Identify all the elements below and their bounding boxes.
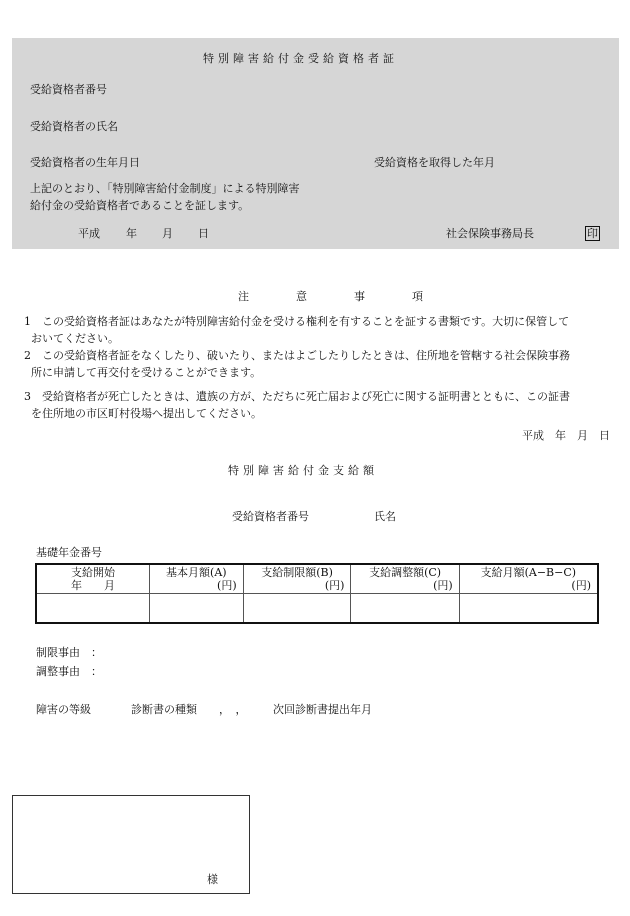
column-unit: (円)	[324, 579, 345, 592]
restriction-reason: 制限事由 ：	[36, 646, 102, 659]
table-cell	[351, 594, 459, 624]
notes-date: 平成 年 月 日	[522, 429, 610, 442]
next-diagnosis: 次回診断書提出年月	[273, 703, 372, 716]
note-text: この受給資格者証をなくしたり、破いたり、またはよごしたりしたときは、住所地を管轄する社会保険事務	[42, 349, 570, 362]
column-header: 支給調整額(C)	[369, 566, 442, 579]
date-day: 日	[198, 227, 209, 240]
column-header: 支給制限額(B)	[261, 566, 333, 579]
column-unit: (円)	[571, 579, 591, 592]
column-unit: (円)	[217, 579, 237, 592]
note-number: 2	[24, 349, 31, 362]
table-header-row	[36, 564, 598, 594]
note-text: 受給資格者が死亡したときは、遺族の方が、ただちに死亡届および死亡に関する証明書とともに、この証書	[42, 390, 570, 403]
payment-title: 特別障害給付金支給額	[228, 464, 378, 477]
issuer: 社会保険事務局長	[446, 227, 534, 240]
birth-label: 受給資格者の生年月日	[30, 156, 140, 169]
disability-grade: 障害の等級	[36, 703, 91, 716]
payment-number-label: 受給資格者番号	[232, 510, 309, 523]
date-month: 月	[162, 227, 173, 240]
table-cell	[459, 594, 598, 624]
statement-line: 給付金の受給資格者であることを証します。	[30, 199, 250, 212]
pension-number-label: 基礎年金番号	[36, 546, 102, 559]
number-label: 受給資格者番号	[30, 83, 107, 96]
name-label: 受給資格者の氏名	[30, 120, 118, 133]
statement-line: 上記のとおり、「特別障害給付金制度」による特別障害	[30, 182, 300, 195]
column-unit: 年 月	[71, 579, 115, 592]
column-header: 基本月額(A)	[166, 566, 227, 579]
certificate-panel	[12, 38, 619, 249]
note-text: おいてください。	[31, 332, 119, 345]
note-number: 1	[24, 315, 31, 328]
note-text: 所に申請して再交付を受けることができます。	[31, 366, 262, 379]
honorific: 様	[207, 873, 218, 886]
note-text: この受給資格者証はあなたが特別障害給付金を受ける権利を有することを証する書類です。大切に保管して	[42, 315, 570, 328]
table-cell	[36, 594, 150, 624]
payment-name-label: 氏名	[374, 510, 396, 523]
column-header: 支給開始	[71, 566, 115, 579]
adjustment-reason: 調整事由 ：	[36, 665, 102, 678]
seal-mark: 印	[587, 227, 598, 240]
note-text: を住所地の市区町村役場へ提出してください。	[31, 407, 262, 420]
certificate-title: 特別障害給付金受給資格者証	[203, 52, 398, 65]
table-cell	[243, 594, 351, 624]
table-row	[36, 594, 598, 624]
note-number: 3	[24, 390, 31, 403]
payment-table	[35, 563, 599, 624]
acquired-label: 受給資格を取得した年月	[374, 156, 495, 169]
column-unit: (円)	[433, 579, 453, 592]
date-year: 年	[126, 227, 137, 240]
column-header: 支給月額(A−B−C)	[480, 566, 577, 579]
date-era: 平成	[78, 227, 100, 240]
table-cell	[150, 594, 244, 624]
notes-title: 注 意 事 項	[238, 290, 441, 303]
diagnosis-type: 診断書の種類 ， ，	[131, 703, 247, 716]
